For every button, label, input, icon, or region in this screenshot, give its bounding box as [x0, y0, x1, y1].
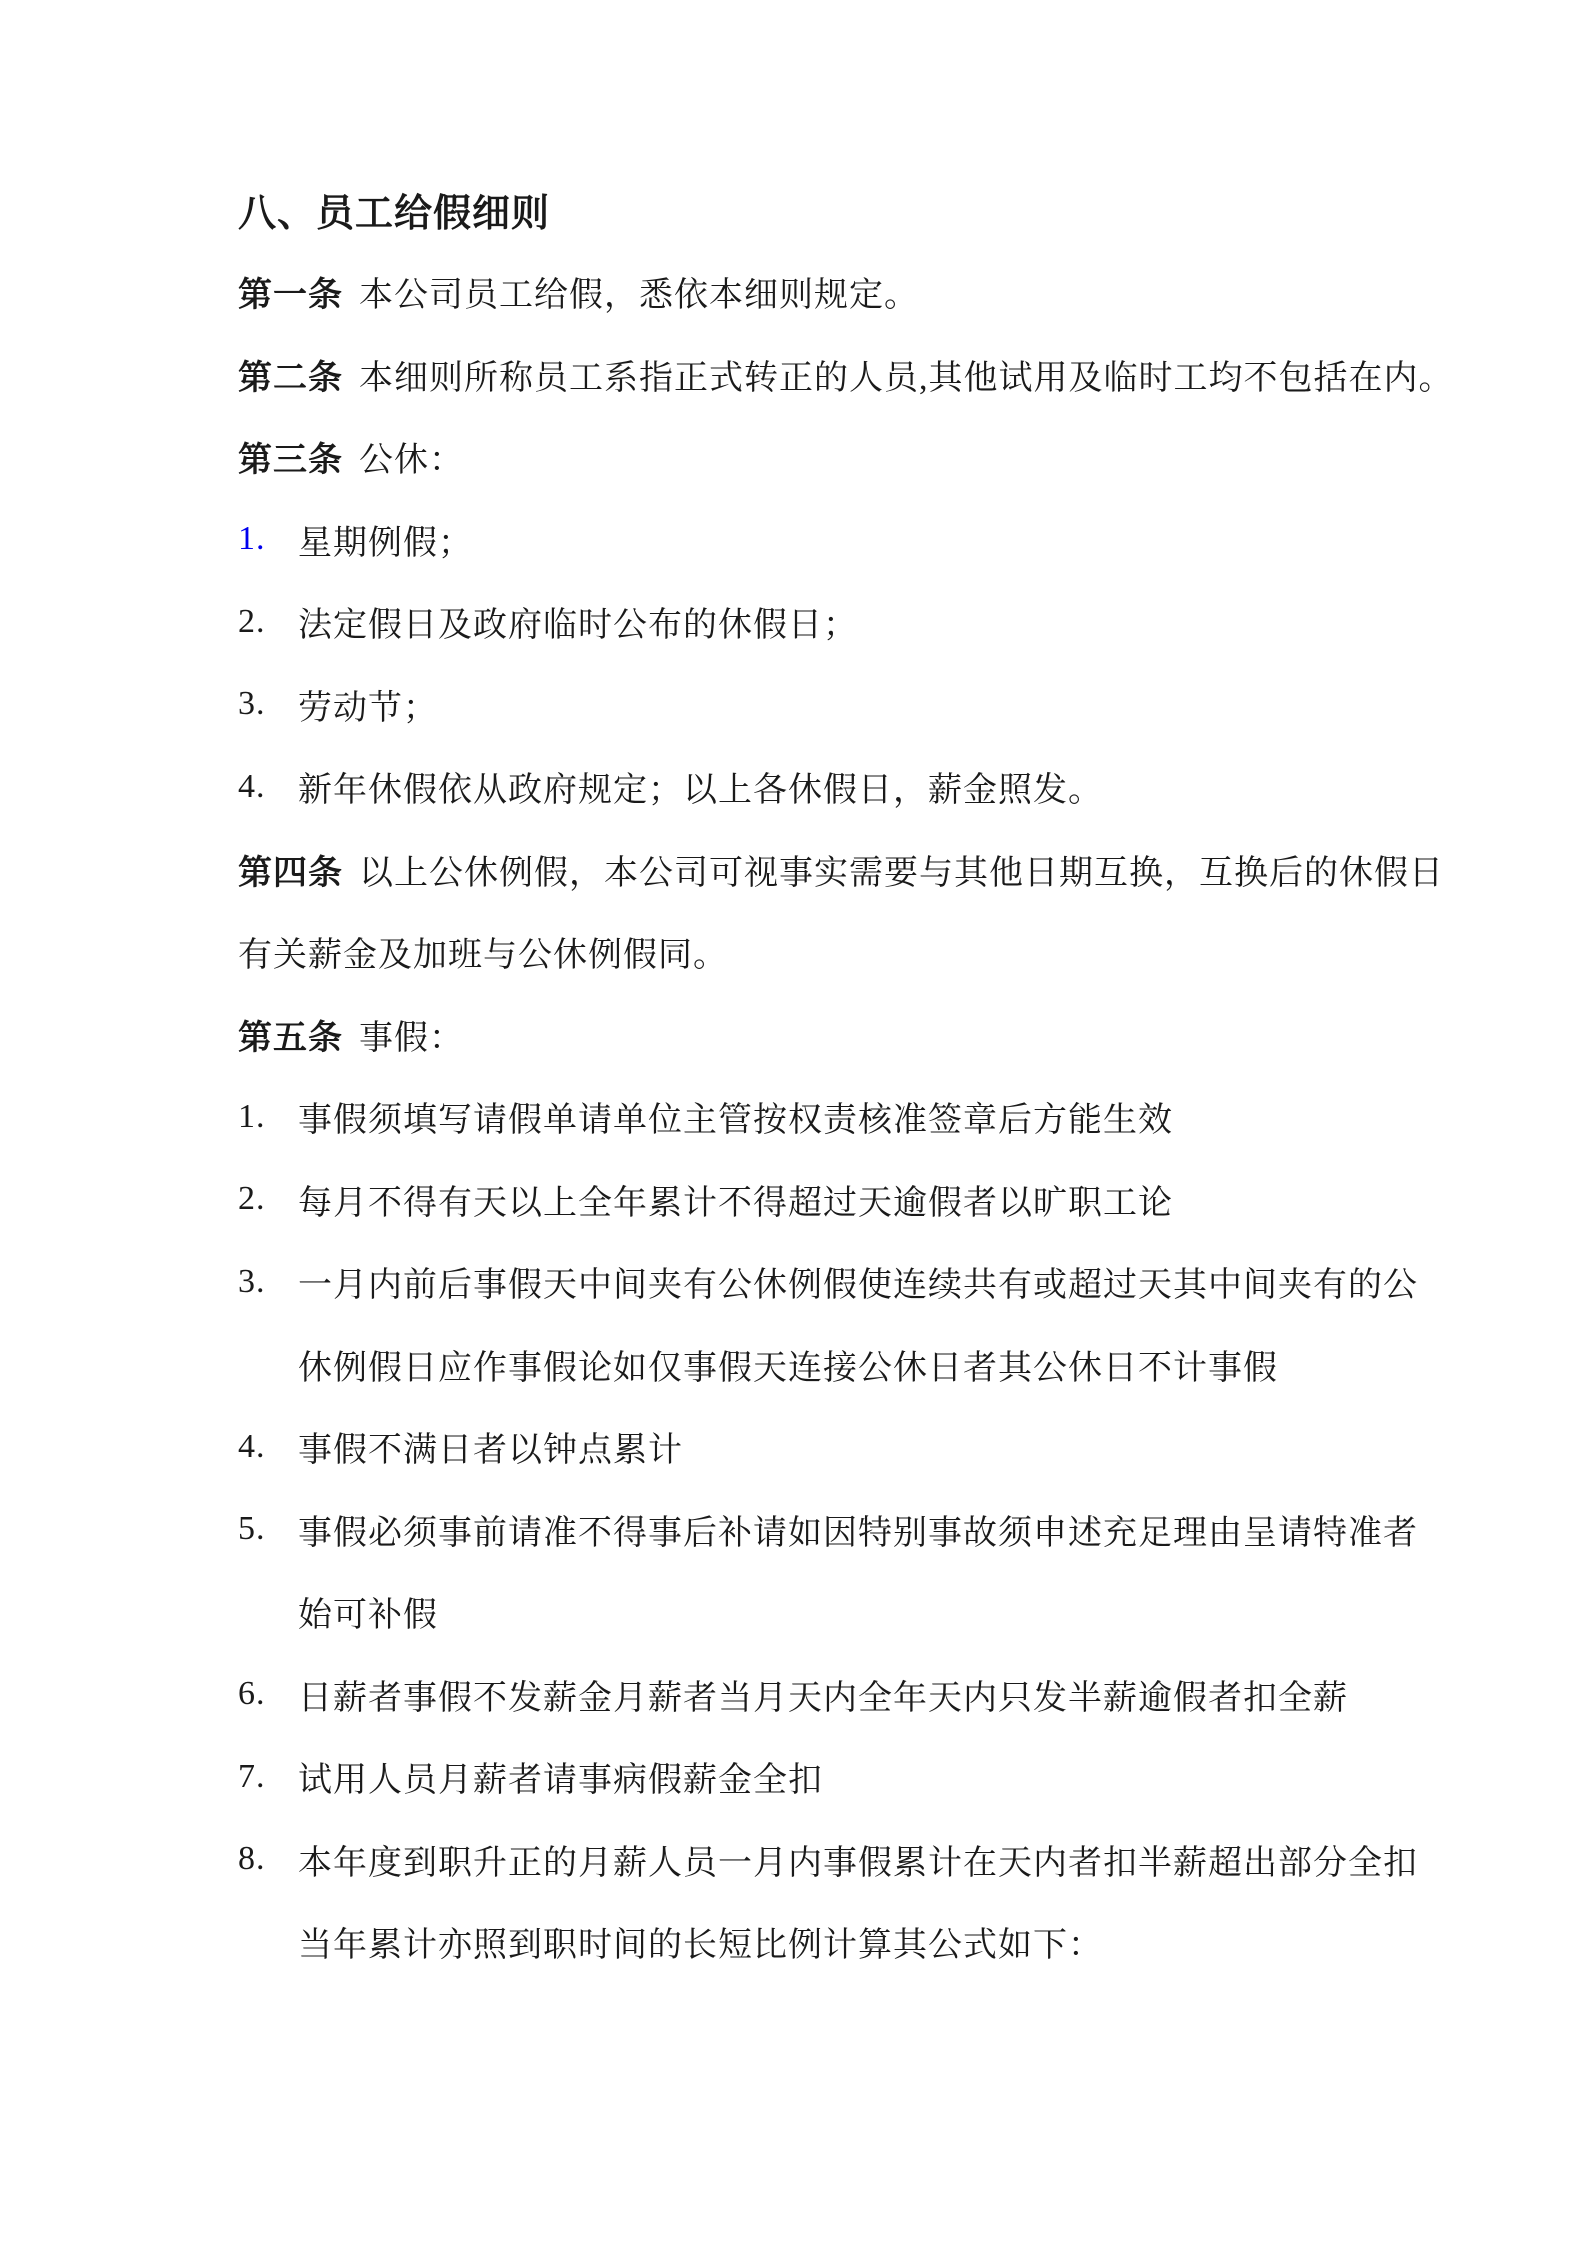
continuation-text: 始可补假: [298, 1597, 438, 1635]
list-item: [238, 1818, 1538, 1901]
list-item: [238, 498, 1538, 581]
list-item: [238, 1076, 1538, 1159]
list-item: [238, 1736, 1538, 1819]
article-line: [238, 251, 1538, 334]
article-line: [238, 828, 1538, 911]
list-item: [238, 1653, 1538, 1736]
item-number: 8.: [238, 1840, 266, 1878]
article-text: 公休：: [359, 442, 464, 480]
item-text: 试用人员月薪者请事病假薪金全扣: [298, 1762, 823, 1800]
list-item: [238, 1158, 1538, 1241]
article-text: 本公司员工给假，悉依本细则规定。: [359, 277, 919, 315]
article-line: [238, 333, 1538, 416]
article-line: [238, 416, 1538, 499]
item-text: 事假不满日者以钟点累计: [298, 1432, 683, 1470]
article-label: 第一条: [238, 277, 343, 315]
item-text: 本年度到职升正的月薪人员一月内事假累计在天内者扣半薪超出部分全扣: [298, 1844, 1418, 1882]
list-item: [238, 1241, 1538, 1324]
item-number: 7.: [238, 1757, 266, 1795]
document-title: [238, 168, 1538, 251]
item-text: 劳动节；: [298, 689, 438, 727]
item-number: 1.: [238, 520, 266, 558]
item-text: 日薪者事假不发薪金月薪者当月天内全年天内只发半薪逾假者扣全薪: [298, 1679, 1348, 1717]
article-line: [238, 993, 1538, 1076]
continuation-line: [238, 911, 1538, 994]
continuation-text: 有关薪金及加班与公休例假同。: [238, 937, 728, 975]
article-label: 第五条: [238, 1019, 343, 1057]
continuation-text: 休例假日应作事假论如仅事假天连接公休日者其公休日不计事假: [298, 1349, 1278, 1387]
list-item: [238, 746, 1538, 829]
item-text: 事假须填写请假单请单位主管按权责核准签章后方能生效: [298, 1102, 1173, 1140]
continuation-text: 当年累计亦照到职时间的长短比例计算其公式如下：: [298, 1927, 1103, 1965]
article-label: 第二条: [238, 359, 343, 397]
item-number: 1.: [238, 1097, 266, 1135]
item-number: 5.: [238, 1510, 266, 1548]
list-item: [238, 663, 1538, 746]
item-text: 法定假日及政府临时公布的休假日；: [298, 607, 858, 645]
list-item: [238, 1488, 1538, 1571]
continuation-line: [238, 1323, 1538, 1406]
item-text: 新年休假依从政府规定；以上各休假日，薪金照发。: [298, 772, 1103, 810]
article-label: 第四条: [238, 854, 343, 892]
item-number: 3.: [238, 685, 266, 723]
item-number: 6.: [238, 1675, 266, 1713]
article-text: 本细则所称员工系指正式转正的人员,其他试用及临时工均不包括在内。: [359, 359, 1454, 397]
article-label: 第三条: [238, 442, 343, 480]
document-page: [238, 168, 1538, 1983]
list-item: [238, 581, 1538, 664]
item-number: 3.: [238, 1262, 266, 1300]
list-item: [238, 1406, 1538, 1489]
item-text: 每月不得有天以上全年累计不得超过天逾假者以旷职工论: [298, 1184, 1173, 1222]
item-number: 4.: [238, 1427, 266, 1465]
item-text: 星期例假；: [298, 524, 473, 562]
item-number: 2.: [238, 602, 266, 640]
article-text: 事假：: [359, 1019, 464, 1057]
continuation-line: [238, 1901, 1538, 1984]
item-text: 一月内前后事假天中间夹有公休例假使连续共有或超过天其中间夹有的公: [298, 1267, 1418, 1305]
item-number: 4.: [238, 767, 266, 805]
document-title-text: 八、员工给假细则: [238, 192, 551, 235]
continuation-line: [238, 1571, 1538, 1654]
item-text: 事假必须事前请准不得事后补请如因特别事故须申述充足理由呈请特准者: [298, 1514, 1418, 1552]
item-number: 2.: [238, 1180, 266, 1218]
article-text: 以上公休例假，本公司可视事实需要与其他日期互换，互换后的休假日: [359, 854, 1444, 892]
